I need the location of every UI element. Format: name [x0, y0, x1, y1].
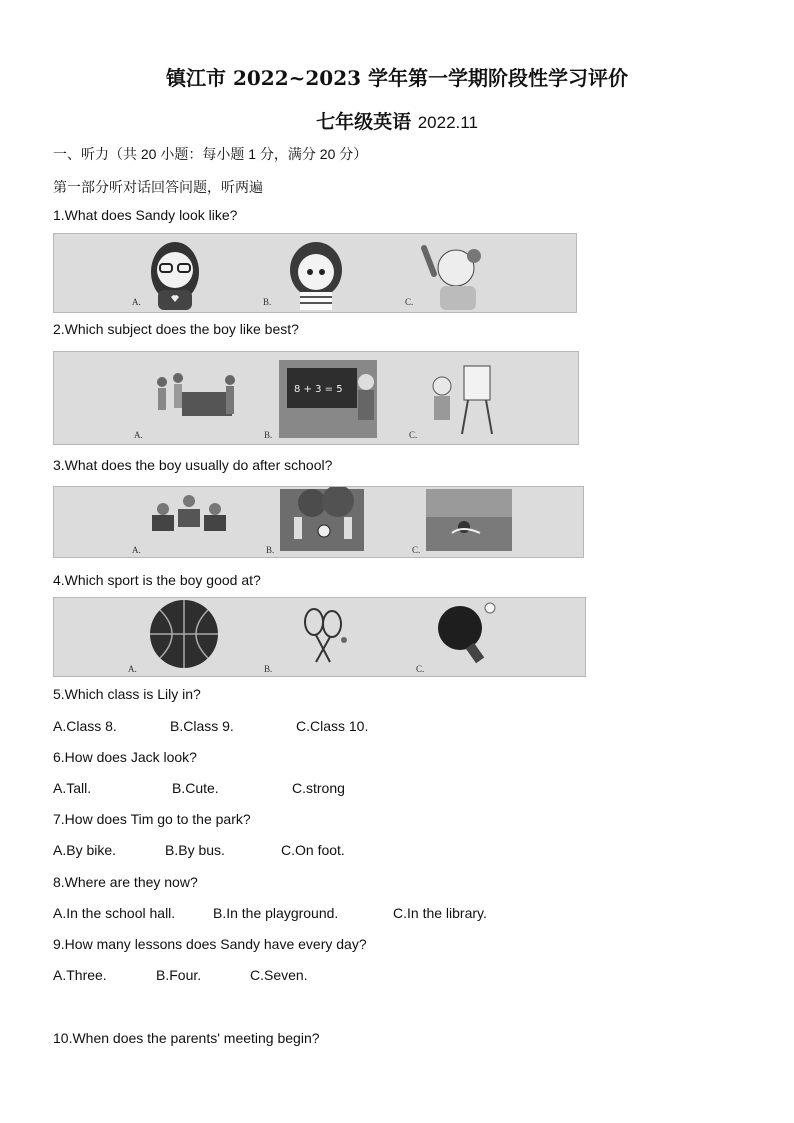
q9-option-c: C.Seven. [250, 967, 308, 983]
subtitle-date: 2022.11 [417, 113, 478, 132]
q5-option-a: A.Class 8. [53, 718, 117, 734]
girl-waving-image [424, 248, 481, 310]
art-easel-image [433, 366, 492, 434]
picture-label-c: C. [416, 664, 425, 674]
q9-option-a: A.Three. [53, 967, 107, 983]
playing-football-image [280, 487, 364, 551]
math-blackboard-image [279, 360, 377, 438]
question-3-picture [53, 486, 584, 558]
question-5: 5.Which class is Lily in? [53, 686, 201, 702]
girl-glasses-image [151, 242, 199, 310]
subtitle-grade: 七年级英语 [316, 111, 412, 133]
question-3: 3.What does the boy usually do after school? [53, 457, 333, 473]
picture-label-c: C. [405, 297, 414, 307]
q8-option-a: A.In the school hall. [53, 905, 176, 921]
q5-option-b: B.Class 9. [170, 718, 234, 734]
page-title: 镇江市 2022~2023 学年第一学期阶段性学习评价 [165, 66, 628, 90]
picture-label-a: A. [128, 664, 137, 674]
q7-option-c: C.On foot. [281, 842, 345, 858]
q5-option-c: C.Class 10. [296, 718, 369, 734]
question-7: 7.How does Tim go to the park? [53, 811, 251, 827]
question-2: 2.Which subject does the boy like best? [53, 321, 299, 337]
question-10: 10.When does the parents' meeting begin? [53, 1030, 320, 1046]
picture-label-c: C. [412, 545, 421, 555]
question-4-picture [53, 597, 586, 677]
picture-label-a: A. [134, 430, 143, 440]
question-4: 4.Which sport is the boy good at? [53, 572, 261, 588]
q9-option-b: B.Four. [156, 967, 202, 983]
q7-option-b: B.By bus. [165, 842, 225, 858]
basketball-image [150, 600, 218, 668]
picture-label-b: B. [263, 297, 272, 307]
section-heading: 一、听力（共 20 小题：每小题 1 分，满分 20 分） [53, 146, 368, 162]
picture-label-b: B. [266, 545, 275, 555]
badminton-rackets-image [305, 609, 347, 662]
q6-option-b: B.Cute. [172, 780, 219, 796]
picture-label-a: A. [132, 545, 141, 555]
question-9: 9.How many lessons does Sandy have every day? [53, 936, 367, 952]
swimming-image [426, 489, 512, 551]
picture-label-b: B. [264, 664, 273, 674]
music-piano-image [157, 373, 235, 416]
picture-label-c: C. [409, 430, 418, 440]
svg-text:8 + 3 = 5: 8 + 3 = 5 [294, 384, 343, 395]
girl-striped-shirt-image [290, 242, 342, 310]
picture-label-b: B. [264, 430, 273, 440]
q6-option-c: C.strong [292, 780, 345, 796]
question-1-picture [53, 233, 577, 313]
page-subtitle [0, 107, 794, 134]
picture-label-a: A. [132, 297, 141, 307]
part-heading: 第一部分听对话回答问题，听两遍 [53, 179, 263, 195]
q8-option-b: B.In the playground. [213, 905, 339, 921]
reading-books-image [152, 495, 226, 531]
question-1: 1.What does Sandy look like? [53, 207, 238, 223]
question-8: 8.Where are they now? [53, 874, 198, 890]
q7-option-a: A.By bike. [53, 842, 117, 858]
table-tennis-paddle-image [438, 603, 495, 663]
question-2-picture [53, 351, 579, 445]
question-6: 6.How does Jack look? [53, 749, 197, 765]
q8-option-c: C.In the library. [393, 905, 487, 921]
q6-option-a: A.Tall. [53, 780, 92, 796]
